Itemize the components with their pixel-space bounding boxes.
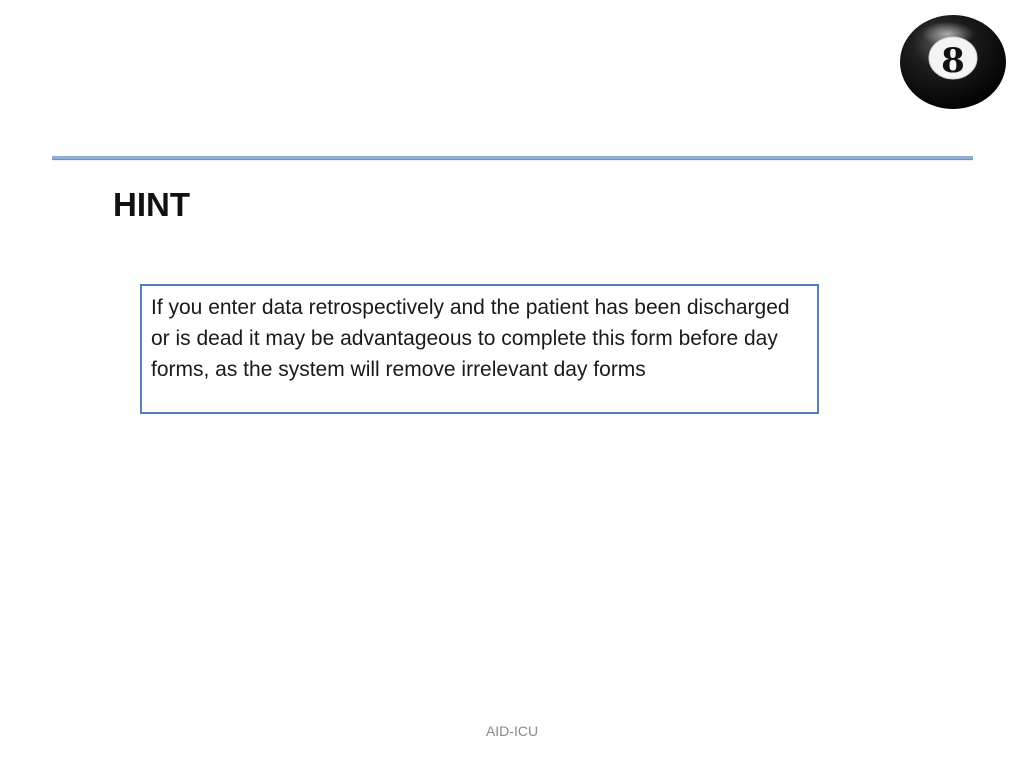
- page-title: HINT: [113, 186, 190, 223]
- divider-rule: [52, 156, 973, 160]
- eight-ball-number: 8: [941, 41, 965, 81]
- footer-text: AID-ICU: [485, 723, 539, 739]
- hint-text: If you enter data retrospectively and the patient has been discharged or is dead it may be advantageous to complete this form before day forms, as the system will remove irrelevant day forms: [151, 296, 790, 381]
- eight-ball-icon: [898, 12, 1008, 110]
- hint-box: [140, 284, 819, 414]
